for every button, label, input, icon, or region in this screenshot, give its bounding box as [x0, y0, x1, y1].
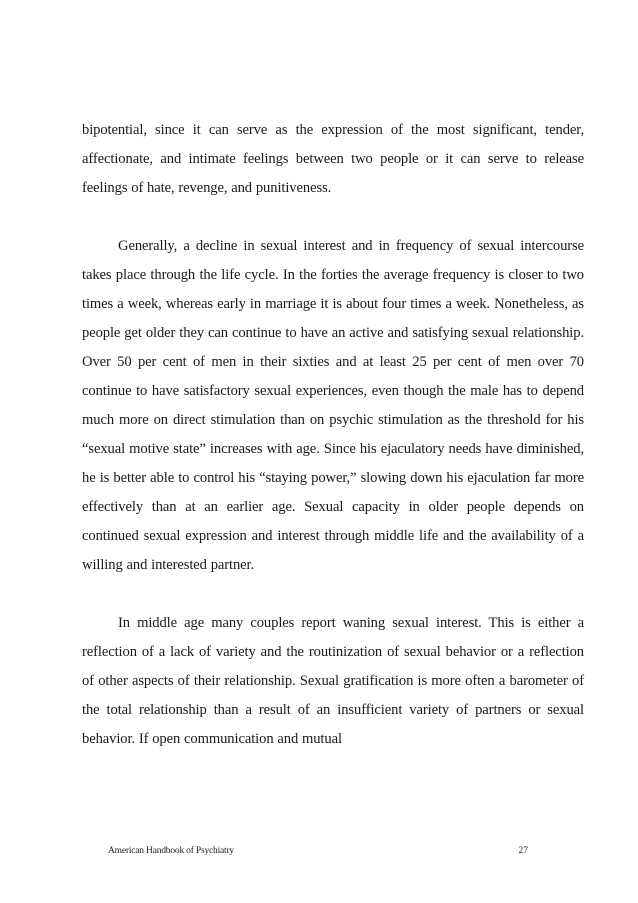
page-footer: [108, 844, 528, 858]
body-text: [82, 116, 584, 754]
paragraph-middle-age: In middle age many couples report waning sexual interest. This is either a reflection of a lack of variety and the routinization of sexual behavior or a reflection of other aspects of their relationship. Sexual gratification is more often a barometer of the total relationship than a result of an insufficient variety of partners or sexual behavior. If open communication and mutual: [82, 615, 584, 747]
footer-page-number: 27: [518, 846, 528, 856]
footer-book-title: American Handbook of Psychiatry: [108, 846, 234, 856]
paragraph-sexual-interest-decline: Generally, a decline in sexual interest and in frequency of sexual intercourse takes place through the life cycle. In the forties the average frequency is closer to two times a week, whereas early in marriage it is about four times a week. Nonetheless, as people get older they can continue to have an active and satisfying sexual relationship. Over 50 per cent of men in their sixties and at least 25 per cent of men over 70 continue to have satisfactory sexual experiences, even though the male has to depend much more on direct stimulation than on psychic stimulation as the threshold for his “sexual motive state” increases with age. Since his ejaculatory needs have diminished, he is better able to control his “staying power,” slowing down his ejaculation far more effectively than at an earlier age. Sexual capacity in older people depends on continued sexual expression and interest through middle life and the availability of a willing and interested partner.: [82, 238, 584, 573]
paragraph-continuation: bipotential, since it can serve as the expression of the most significant, tender, affectionate, and intimate feelings between two people or it can serve to release feelings of hate, revenge, and punitiveness.: [82, 122, 584, 196]
